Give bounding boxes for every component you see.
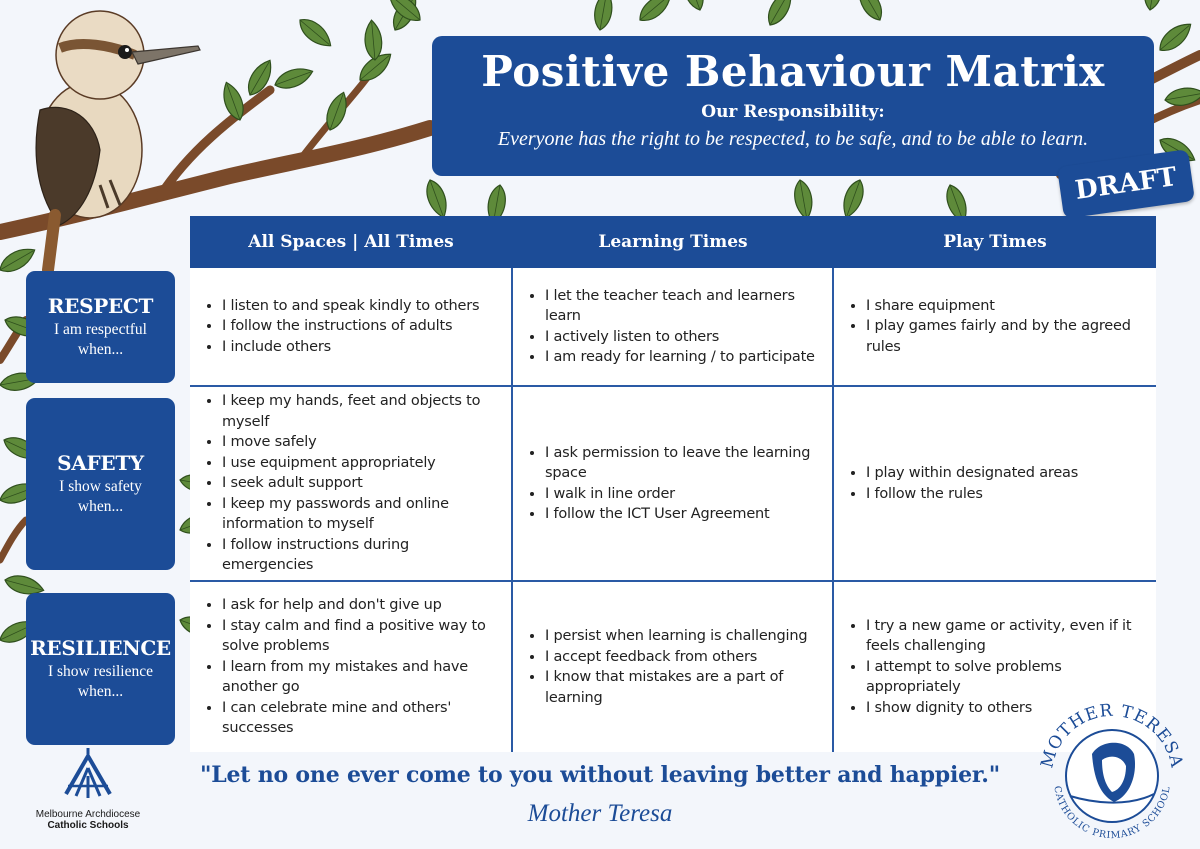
behaviour-item: • I follow the rules: [866, 484, 1078, 505]
behaviour-item: • I persist when learning is challenging: [545, 626, 822, 647]
behaviour-item: • I can celebrate mine and others' successes: [222, 698, 501, 739]
behaviour-item: • I listen to and speak kindly to others: [222, 296, 479, 317]
behaviour-item: • I ask permission to leave the learning space: [545, 443, 822, 484]
macs-name-line2-wrap: [18, 820, 158, 831]
row-label-safety: [26, 398, 175, 570]
behaviour-list: [202, 296, 479, 358]
behaviour-item: • I attempt to solve problems appropriately: [866, 657, 1146, 698]
column-header-row: [190, 216, 1156, 268]
cell-respect-play-times: [834, 268, 1156, 385]
behaviour-item: • I accept feedback from others: [545, 647, 822, 668]
quote-author: Mother Teresa: [527, 800, 673, 827]
behaviour-item: • I follow instructions during emergencies: [222, 535, 501, 576]
macs-name-line2: Catholic Schools: [47, 820, 129, 831]
behaviour-item: • I keep my hands, feet and objects to myself: [222, 391, 501, 432]
behaviour-item: • I keep my passwords and online information to myself: [222, 494, 501, 535]
draft-badge: DRAFT: [1057, 149, 1195, 219]
behaviour-item: • I use equipment appropriately: [222, 453, 501, 474]
page-subtitle: Our Responsibility:: [701, 102, 885, 122]
row-label-resilience: [26, 593, 175, 745]
school-name-bottom: CATHOLIC PRIMARY SCHOOL: [1051, 785, 1173, 842]
behaviour-item: • I move safely: [222, 432, 501, 453]
behaviour-item: • I stay calm and find a positive way to solve problems: [222, 616, 501, 657]
behaviour-item: • I play within designated areas: [866, 463, 1078, 484]
behaviour-item: • I share equipment: [866, 296, 1146, 317]
behaviour-item: • I let the teacher teach and learners learn: [545, 286, 822, 327]
macs-logo: [18, 746, 158, 840]
behaviour-item: • I seek adult support: [222, 473, 501, 494]
behaviour-item: • I walk in line order: [545, 484, 822, 505]
behaviour-item: • I include others: [222, 337, 479, 358]
behaviour-item: • I am ready for learning / to participate: [545, 347, 822, 368]
school-name-top: MOTHER TERESA: [1037, 700, 1187, 771]
row-label-subtitle: I show resilience when...: [47, 663, 154, 700]
behaviour-item: • I show dignity to others: [866, 698, 1146, 719]
macs-emblem-icon: [60, 746, 116, 804]
behaviour-list: [525, 286, 822, 368]
behaviour-item: • I learn from my mistakes and have another go: [222, 657, 501, 698]
behaviour-item: • I ask for help and don't give up: [222, 595, 501, 616]
behaviour-list: [846, 463, 1078, 504]
behaviour-item: • I play games fairly and by the agreed rules: [866, 316, 1146, 357]
behaviour-item: • I actively listen to others: [545, 327, 822, 348]
row-label-subtitle: I show safety when...: [59, 478, 142, 515]
behaviour-list: [525, 626, 822, 708]
cell-respect-all-spaces: [190, 268, 511, 385]
cell-safety-learning-times: [513, 387, 832, 580]
row-label-respect: [26, 271, 175, 383]
page-title: Positive Behaviour Matrix: [481, 47, 1105, 96]
cell-safety-all-spaces: [190, 387, 511, 580]
kookaburra-icon: [36, 11, 200, 270]
school-logo: [1030, 684, 1192, 844]
behaviour-item: • I know that mistakes are a part of learning: [545, 667, 822, 708]
column-header-play-times: Play Times: [943, 232, 1047, 252]
cell-respect-learning-times: [513, 268, 832, 385]
behaviour-item: • I follow the instructions of adults: [222, 316, 479, 337]
cell-resilience-learning-times: [513, 582, 832, 752]
behaviour-item: • I try a new game or activity, even if it feels challenging: [866, 616, 1146, 657]
macs-name-line1: Melbourne Archdiocese: [35, 809, 141, 820]
row-label-title: SAFETY: [57, 451, 144, 475]
cell-resilience-all-spaces: [190, 582, 511, 752]
behaviour-item: • I follow the ICT User Agreement: [545, 504, 822, 525]
cell-safety-play-times: [834, 387, 1156, 580]
behaviour-list: [202, 391, 501, 576]
behaviour-list: [846, 296, 1146, 358]
column-header-all-spaces: All Spaces | All Times: [248, 232, 454, 252]
title-banner: [432, 36, 1154, 176]
behaviour-list: [202, 595, 501, 739]
column-header-learning-times: Learning Times: [598, 232, 748, 252]
quote-text: "Let no one ever come to you without leaving better and happier.": [199, 762, 1001, 788]
page-tagline: Everyone has the right to be respected, to be safe, and to be able to learn.: [497, 128, 1089, 150]
row-label-title: RESPECT: [47, 294, 154, 318]
row-label-subtitle: I am respectful when...: [54, 321, 147, 358]
behaviour-grid: [190, 268, 1156, 752]
row-label-title: RESILIENCE: [30, 636, 171, 660]
behaviour-list: [525, 443, 822, 525]
